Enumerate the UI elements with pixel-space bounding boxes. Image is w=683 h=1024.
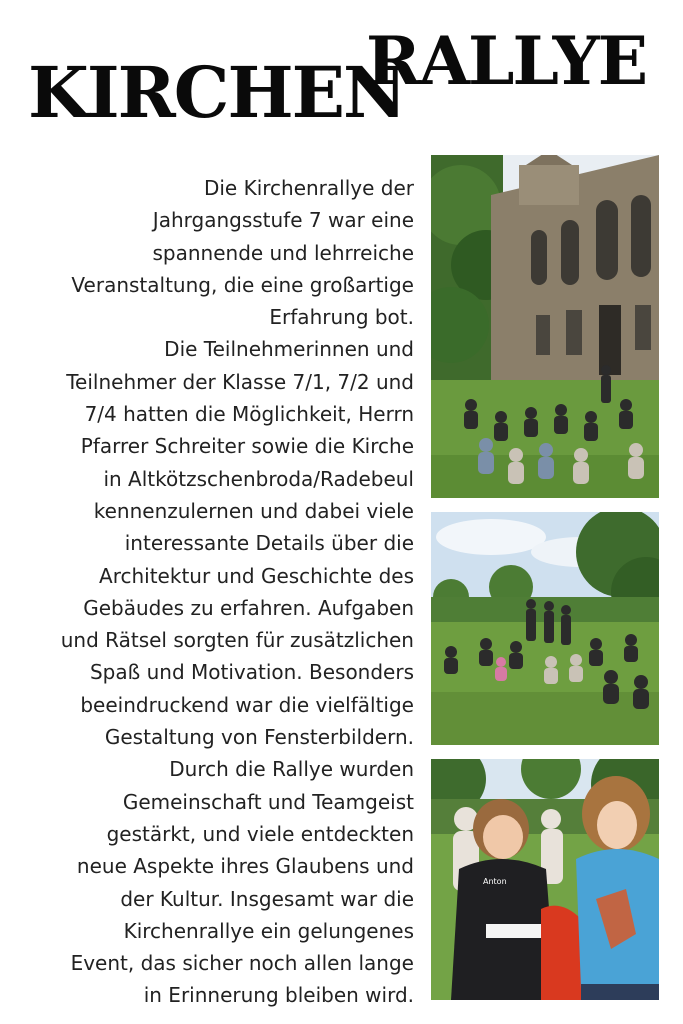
article-line: Teilnehmer der Klasse 7/1, 7/2 und (66, 369, 414, 394)
title-rallye: RALLYE (366, 22, 647, 100)
church-photo-illustration (431, 155, 659, 498)
article-line: Gestaltung von Fensterbildern. (104, 725, 414, 750)
article-line: 7/4 hatten die Möglichkeit, Herrn (84, 402, 414, 427)
article-line: Veranstaltung, die eine großartige (71, 272, 414, 297)
article-line: Kirchenrallye ein gelungenes (123, 918, 414, 943)
article-text (10, 172, 414, 1012)
photo-two-students (431, 759, 659, 1000)
shirt-text: Anton (483, 877, 507, 886)
article-line: Gebäudes zu erfahren. Aufgaben (83, 595, 414, 620)
article-line: Durch die Rallye wurden (169, 757, 414, 782)
photo-meadow-students (431, 512, 659, 745)
article-line: Architektur und Geschichte des (99, 563, 414, 588)
students-photo-illustration (431, 759, 659, 1000)
article-line: Gemeinschaft und Teamgeist (122, 789, 414, 814)
article-line: Die Teilnehmerinnen und (164, 337, 414, 362)
article-line: neue Aspekte ihres Glaubens und (76, 854, 414, 879)
article-line: Spaß und Motivation. Besonders (89, 660, 414, 685)
article-line: in Altkötzschenbroda/Radebeul (103, 466, 414, 491)
article-line: beeindruckend war die vielfältige (80, 692, 414, 717)
article-line: in Erinnerung bleiben wird. (143, 983, 414, 1008)
meadow-photo-illustration (431, 512, 659, 745)
article-line: Erfahrung bot. (269, 305, 414, 330)
article-line: kennenzulernen und dabei viele (93, 498, 414, 523)
article-line: der Kultur. Insgesamt war die (120, 886, 414, 911)
title-kirchen: KIRCHEN (28, 51, 405, 134)
photo-church-students (431, 155, 659, 498)
article-line: gestärkt, und viele entdeckten (106, 821, 414, 846)
article-line: Die Kirchenrallye der (203, 176, 414, 200)
article-line: Event, das sicher noch allen lange (70, 951, 414, 976)
article-line: und Rätsel sorgten für zusätzlichen (60, 628, 414, 653)
article-line: Jahrgangsstufe 7 war eine (152, 208, 414, 233)
article-line: Pfarrer Schreiter sowie die Kirche (80, 434, 414, 459)
article-line: interessante Details über die (124, 531, 414, 556)
article-line: spannende und lehrreiche (152, 240, 414, 265)
